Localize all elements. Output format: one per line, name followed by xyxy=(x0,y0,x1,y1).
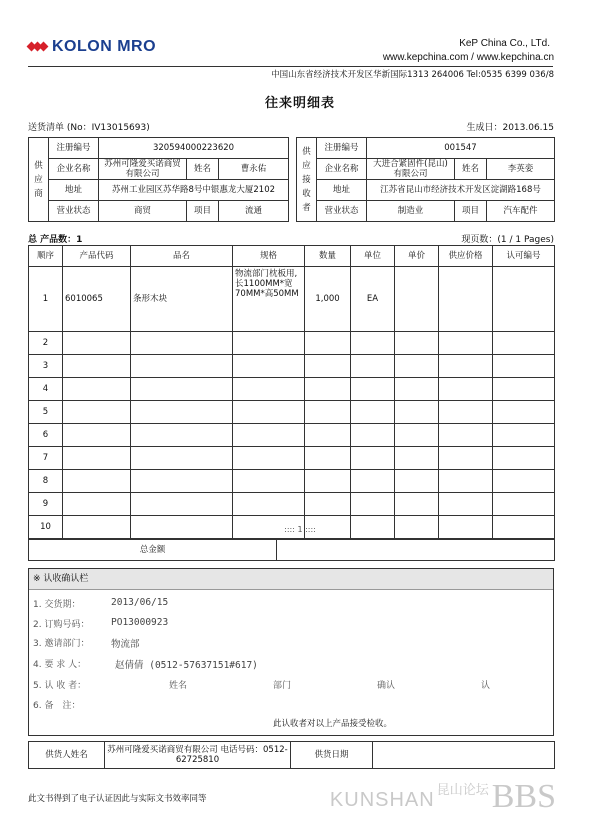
items-table xyxy=(28,245,555,539)
table-cell-price xyxy=(395,424,439,447)
table-cell-qty xyxy=(305,470,351,493)
table-cell-name xyxy=(131,493,233,516)
supplier-status-label: 营业状态 xyxy=(49,201,99,222)
table-cell-unit xyxy=(351,401,395,424)
supplier-company-label: 企业名称 xyxy=(49,159,99,180)
column-header: 数量 xyxy=(305,246,351,267)
receiver-col-name: 姓名 xyxy=(169,681,188,691)
table-cell-price xyxy=(395,401,439,424)
footer-note: 此文书得到了电子认证因此与实际文书效率同等 xyxy=(28,794,207,804)
table-cell-unit xyxy=(351,378,395,401)
table-row xyxy=(29,401,555,424)
receiver-address-label: 地址 xyxy=(317,180,367,201)
supply-date-value xyxy=(373,742,555,769)
table-cell-supply-price xyxy=(439,267,493,332)
totals-line xyxy=(28,232,554,244)
receiver-item: 汽车配件 xyxy=(487,201,555,222)
note-label: 6. 备 注： xyxy=(33,701,81,711)
table-cell-code: 6010065 xyxy=(63,267,131,332)
table-cell-approval xyxy=(493,424,555,447)
items-header-row xyxy=(29,246,555,267)
supplier-company: 苏州可隆爱买诺商贸有限公司 xyxy=(99,159,187,180)
table-cell-spec xyxy=(233,378,305,401)
receiver-label: 5. 认 收 者： xyxy=(33,681,87,691)
table-cell-spec xyxy=(233,470,305,493)
delivery-date-label: 1. 交货期： xyxy=(33,600,81,610)
table-cell-spec xyxy=(233,401,305,424)
table-cell-qty xyxy=(305,424,351,447)
table-cell-price xyxy=(395,493,439,516)
kolon-logo-icon xyxy=(28,40,48,54)
table-cell-spec xyxy=(233,355,305,378)
supplier-side-label: 供 应 商 xyxy=(29,138,49,222)
company-name: KeP China Co., LTd. xyxy=(459,38,550,49)
delivery-number: 送货清单 (No：IV13015693) xyxy=(28,123,150,133)
requester-label: 4. 要 求 人： xyxy=(33,660,87,670)
supplier-address-label: 地址 xyxy=(49,180,99,201)
receiver-col-dept: 部门 xyxy=(273,681,292,691)
table-cell-seq: 1 xyxy=(29,267,63,332)
table-cell-code xyxy=(63,355,131,378)
table-cell-unit: EA xyxy=(351,267,395,332)
receiver-col-ack: 认 xyxy=(481,681,491,691)
receiver-table xyxy=(296,137,555,222)
table-cell-qty xyxy=(305,447,351,470)
table-cell-qty xyxy=(305,355,351,378)
created-date: 生成日：2013.06.15 xyxy=(466,123,554,133)
table-cell-unit xyxy=(351,424,395,447)
receiver-status: 制造业 xyxy=(367,201,455,222)
table-row xyxy=(29,470,555,493)
table-cell-name xyxy=(131,401,233,424)
table-cell-unit xyxy=(351,470,395,493)
receiver-item-label: 项目 xyxy=(455,201,487,222)
supplier-name: 曹永佑 xyxy=(219,159,289,180)
table-cell-qty xyxy=(305,401,351,424)
websites: www.kepchina.com / www.kepchina.cn xyxy=(382,52,554,63)
table-cell-supply-price xyxy=(439,378,493,401)
table-cell-supply-price xyxy=(439,424,493,447)
table-cell-seq: 5 xyxy=(29,401,63,424)
supplier-item-label: 项目 xyxy=(187,201,219,222)
table-cell-name xyxy=(131,424,233,447)
receiver-side-label: 供 应 接 收 者 xyxy=(297,138,317,222)
table-cell-name: 条形木块 xyxy=(131,267,233,332)
table-cell-name xyxy=(131,470,233,493)
receiver-name: 李英娈 xyxy=(487,159,555,180)
dept: 物流部 xyxy=(111,639,140,650)
acknowledgement-title: ※ 认收确认栏 xyxy=(29,569,553,590)
supplier-status: 商贸 xyxy=(99,201,187,222)
table-cell-name xyxy=(131,355,233,378)
table-cell-supply-price xyxy=(439,355,493,378)
table-cell-seq: 8 xyxy=(29,470,63,493)
table-cell-spec xyxy=(233,493,305,516)
table-cell-seq: 2 xyxy=(29,332,63,355)
table-cell-seq: 10 xyxy=(29,516,63,539)
table-cell-supply-price xyxy=(439,493,493,516)
table-cell-supply-price xyxy=(439,470,493,493)
table-cell-approval xyxy=(493,267,555,332)
table-cell-unit xyxy=(351,447,395,470)
table-cell-spec xyxy=(233,447,305,470)
table-cell-unit xyxy=(351,355,395,378)
receiver-address: 江苏省昆山市经济技术开发区淀湖路168号 xyxy=(367,180,555,201)
table-cell-price xyxy=(395,267,439,332)
table-row xyxy=(29,332,555,355)
column-header: 单位 xyxy=(351,246,395,267)
receiver-company-label: 企业名称 xyxy=(317,159,367,180)
watermark-latin: KUNSHAN xyxy=(329,789,435,811)
supplier-table xyxy=(28,137,289,222)
supplier-reg-no-label: 注册编号 xyxy=(49,138,99,159)
total-amount-table xyxy=(28,539,555,561)
receiver-name-label: 姓名 xyxy=(455,159,487,180)
receiver-reg-no: 001547 xyxy=(367,138,555,159)
table-row xyxy=(29,424,555,447)
table-cell-name xyxy=(131,332,233,355)
requester: 赵倩倩 (0512-57637151#617) xyxy=(115,660,258,671)
table-cell-price xyxy=(395,332,439,355)
table-cell-code xyxy=(63,378,131,401)
table-cell-approval xyxy=(493,355,555,378)
table-cell-spec: 物流部门枕板用, 长1100MM*宽70MM*高50MM xyxy=(233,267,305,332)
table-cell-supply-price xyxy=(439,332,493,355)
order-no: PO13000923 xyxy=(111,617,169,628)
supplier-address: 苏州工业园区苏华路8号中银惠龙大厦2102 xyxy=(99,180,289,201)
table-cell-name xyxy=(131,447,233,470)
supplier-item: 流通 xyxy=(219,201,289,222)
table-cell-code xyxy=(63,424,131,447)
receiver-col-confirm: 确认 xyxy=(377,681,396,691)
table-cell-seq: 7 xyxy=(29,447,63,470)
dept-label: 3. 邀请部门： xyxy=(33,639,90,649)
column-header: 顺序 xyxy=(29,246,63,267)
column-header: 品名 xyxy=(131,246,233,267)
table-cell-spec xyxy=(233,332,305,355)
table-cell-price xyxy=(395,470,439,493)
table-cell-seq: 9 xyxy=(29,493,63,516)
table-cell-seq: 6 xyxy=(29,424,63,447)
total-amount-label: 总金额 xyxy=(29,540,277,561)
watermark xyxy=(329,778,556,815)
total-amount-value xyxy=(277,540,555,561)
table-cell-approval xyxy=(493,401,555,424)
table-cell-qty xyxy=(305,332,351,355)
table-row xyxy=(29,355,555,378)
logo xyxy=(28,38,156,56)
column-header: 规格 xyxy=(233,246,305,267)
table-cell-qty: 1,000 xyxy=(305,267,351,332)
table-cell-code xyxy=(63,332,131,355)
table-cell-supply-price xyxy=(439,447,493,470)
column-header: 认可编号 xyxy=(493,246,555,267)
column-header: 单价 xyxy=(395,246,439,267)
table-cell-code xyxy=(63,401,131,424)
table-cell-price xyxy=(395,355,439,378)
logo-text: KOLON MRO xyxy=(52,38,157,55)
column-header: 产品代码 xyxy=(63,246,131,267)
table-cell-spec xyxy=(233,424,305,447)
receiver-reg-no-label: 注册编号 xyxy=(317,138,367,159)
table-cell-name xyxy=(131,378,233,401)
table-cell-qty xyxy=(305,378,351,401)
table-cell-price xyxy=(395,378,439,401)
table-cell-approval xyxy=(493,447,555,470)
table-row xyxy=(29,447,555,470)
acknowledgement-section xyxy=(28,568,554,736)
table-cell-approval xyxy=(493,470,555,493)
supplier-name-value: 苏州可隆爱买诺商贸有限公司 电话号码：0512-62725810 xyxy=(105,742,291,769)
table-cell-price xyxy=(395,447,439,470)
table-cell-code xyxy=(63,470,131,493)
supply-footer-table xyxy=(28,741,555,769)
receiver-status-label: 营业状态 xyxy=(317,201,367,222)
table-cell-qty xyxy=(305,493,351,516)
supply-date-label: 供货日期 xyxy=(291,742,373,769)
supplier-reg-no: 320594000223620 xyxy=(99,138,289,159)
pager: :::: 1 :::: xyxy=(284,525,316,534)
company-address: 中国山东省经济技术开发区华新国际1313 264006 Tel:0535 6399 036/8 xyxy=(271,70,554,80)
column-header: 供应价格 xyxy=(439,246,493,267)
table-cell-supply-price xyxy=(439,401,493,424)
delivery-date: 2013/06/15 xyxy=(111,597,169,608)
watermark-cn: 昆山论坛 xyxy=(436,783,489,798)
table-cell-code xyxy=(63,447,131,470)
table-cell-approval xyxy=(493,378,555,401)
table-cell-code xyxy=(63,493,131,516)
order-no-label: 2. 订购号码： xyxy=(33,620,90,630)
table-row xyxy=(29,267,555,332)
table-row xyxy=(29,378,555,401)
table-cell-unit xyxy=(351,332,395,355)
total-products: 总 产品数：1 xyxy=(28,235,83,245)
table-cell-unit xyxy=(351,493,395,516)
table-cell-approval xyxy=(493,493,555,516)
table-cell-seq: 4 xyxy=(29,378,63,401)
supplier-name-label: 姓名 xyxy=(187,159,219,180)
confirm-text: 此认收者对以上产品接受检收。 xyxy=(273,719,393,729)
table-cell-seq: 3 xyxy=(29,355,63,378)
page-count: 现页数：(1 / 1 Pages) xyxy=(461,235,554,245)
supplier-name-label: 供货人姓名 xyxy=(29,742,105,769)
receiver-company: 大进合紧固件(昆山)有限公司 xyxy=(367,159,455,180)
table-row xyxy=(29,493,555,516)
header-divider xyxy=(28,66,553,67)
table-cell-approval xyxy=(493,332,555,355)
watermark-bbs: BBS xyxy=(491,778,556,815)
document-title: 往来明细表 xyxy=(264,96,335,111)
